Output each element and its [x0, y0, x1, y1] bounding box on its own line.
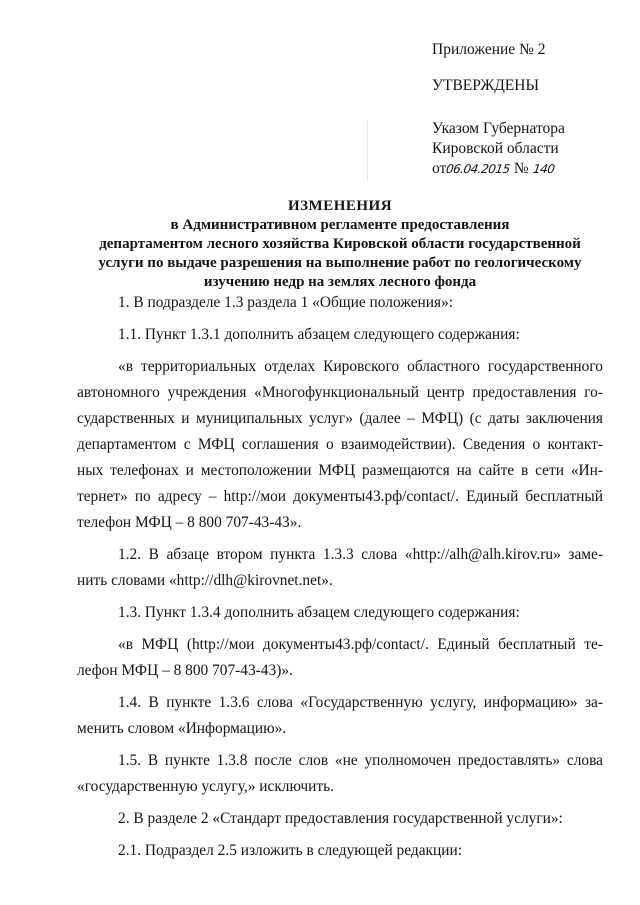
text-line: «государственную услугу,» исключить.: [77, 778, 334, 795]
scan-artifact-line: [367, 120, 368, 180]
handwritten-date: 06.04.2015: [445, 162, 512, 176]
title-line-3: услуги по выдаче разрешения на выполнение работ по геологическому: [98, 255, 582, 271]
date-prefix: от: [432, 160, 447, 177]
handwritten-number: 140: [531, 162, 555, 176]
text-line: лефон МФЦ – 8 800 707-43-43)».: [77, 662, 293, 679]
paragraph-1-3-quote: [77, 632, 603, 684]
number-prefix: №: [513, 160, 529, 177]
title-line-2: департаментом лесного хозяйства Кировской области государственной: [99, 236, 581, 252]
paragraph-1-2: [77, 542, 603, 594]
paragraph-1-1-quote: [77, 354, 603, 536]
text-line: «в территориальных отделах Кировского областного государственного: [118, 358, 603, 375]
decree-date-line: [432, 159, 632, 179]
title-line-1: в Административном регламенте предоставления: [170, 217, 510, 233]
text-line: «в МФЦ (http://мои документы43.рф/contact/. Единый бесплатный те-: [118, 636, 603, 653]
document-body: [77, 290, 603, 870]
paragraph-2: 2. В разделе 2 «Стандарт предоставления государственной услуги»:: [118, 810, 563, 827]
approved-label: УТВЕРЖДЕНЫ: [432, 77, 539, 94]
text-line: ных телефонах и местоположении МФЦ размещаются на сайте в сети «Ин-: [77, 462, 603, 479]
text-line: нить словами «http://dlh@kirovnet.net».: [77, 572, 333, 589]
text-line: автономного учреждения «Многофункциональный центр предоставления го-: [77, 384, 603, 401]
paragraph-1: 1. В подразделе 1.3 раздела 1 «Общие положения»:: [118, 294, 454, 311]
text-line: тернет» по адресу – http://мои документы43.рф/contact/. Единый бесплатный: [77, 488, 603, 505]
decree-line-1: Указом Губернатора: [432, 120, 565, 137]
text-line: телефон МФЦ – 8 800 707-43-43».: [77, 514, 302, 531]
paragraph-2-1: 2.1. Подраздел 2.5 изложить в следующей редакции:: [118, 842, 462, 859]
paragraph-1-5: [77, 748, 603, 800]
decree-line-2: Кировской области: [432, 140, 559, 157]
title-main: ИЗМЕНЕНИЯ: [287, 198, 393, 214]
text-line: 1.5. В пункте 1.3.8 после слов «не уполномочен предоставлять» слова: [118, 752, 603, 769]
text-line: менить словом «Информацию».: [77, 720, 287, 737]
paragraph-1-3: 1.3. Пункт 1.3.4 дополнить абзацем следующего содержания:: [118, 604, 520, 621]
document-title: [60, 197, 620, 292]
appendix-label: Приложение № 2: [432, 41, 546, 58]
paragraph-1-1: 1.1. Пункт 1.3.1 дополнить абзацем следующего содержания:: [118, 326, 520, 343]
text-line: 1.2. В абзаце втором пункта 1.3.3 слова «http://alh@alh.kirov.ru» заме-: [118, 546, 603, 563]
text-line: 1.4. В пункте 1.3.6 слова «Государственную услугу, информацию» за-: [118, 694, 603, 711]
title-line-4: изучению недр на землях лесного фонда: [203, 274, 477, 290]
paragraph-1-4: [77, 690, 603, 742]
text-line: сударственных и муниципальных услуг» (далее – МФЦ) (с даты заключения: [77, 410, 603, 427]
approval-block: [432, 40, 632, 179]
text-line: департаментом с МФЦ соглашения о взаимодействии). Сведения о контакт-: [77, 436, 603, 453]
